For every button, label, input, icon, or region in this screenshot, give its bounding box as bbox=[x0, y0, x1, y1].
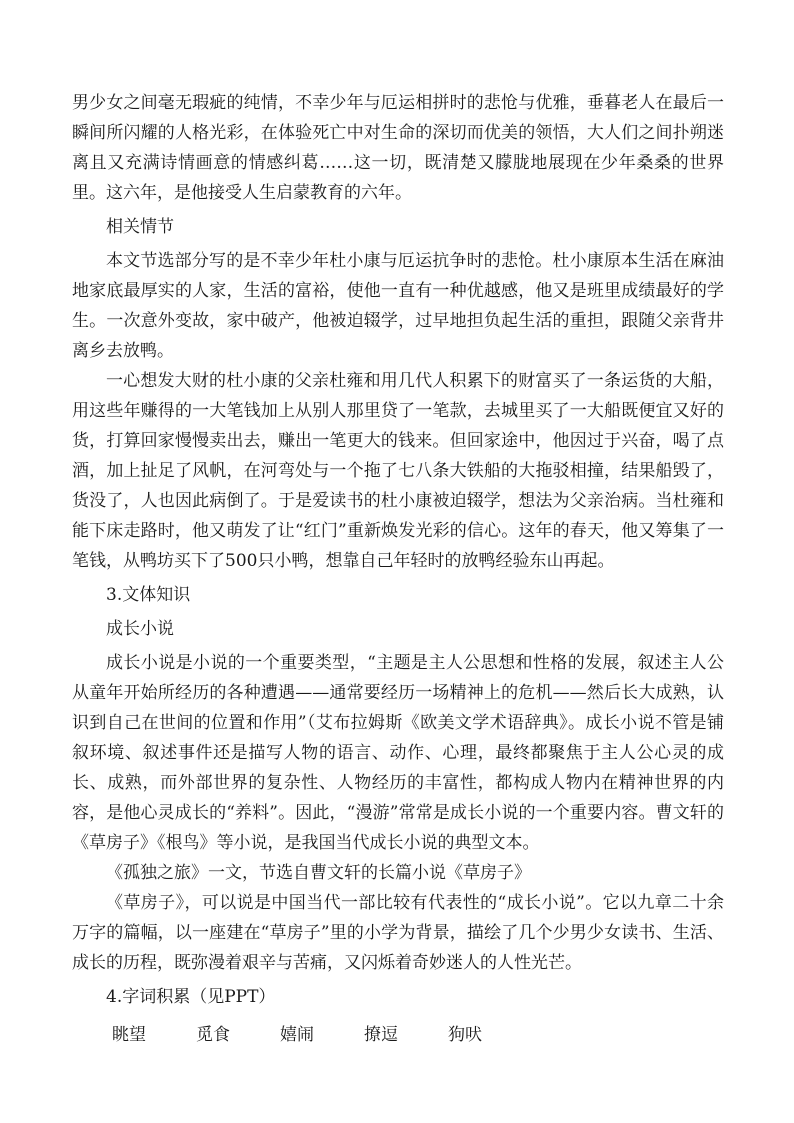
document-body bbox=[72, 88, 724, 1050]
vocabulary-word: 撩逗 bbox=[364, 1025, 398, 1045]
vocabulary-word: 觅食 bbox=[196, 1025, 230, 1045]
paragraph-source-note: 《孤独之旅》一文，节选自曹文轩的长篇小说《草房子》 bbox=[106, 863, 531, 883]
heading-growth-novel: 成长小说 bbox=[106, 619, 174, 639]
paragraph-intro-continued: 男少女之间毫无瑕疵的纯情，不幸少年与厄运相拼时的悲怆与优雅，垂暮老人在最后一瞬间所闪耀的人格光彩，在体验死亡中对生命的深切而优美的领悟，大人们之间扑朔迷离且又充满诗情画意的情感纠葛……这一切，既清楚又朦胧地展现在少年桑桑的世界里。这六年，是他接受人生启蒙教育的六年。 bbox=[72, 93, 724, 203]
vocabulary-list bbox=[72, 1020, 724, 1050]
vocabulary-word: 嬉闹 bbox=[280, 1025, 314, 1045]
heading-genre-knowledge: 3.文体知识 bbox=[106, 585, 191, 605]
vocabulary-word: 眺望 bbox=[112, 1025, 146, 1045]
heading-related-plot: 相关情节 bbox=[106, 217, 174, 237]
paragraph-caofangzi: 《草房子》，可以说是中国当代一部比较有代表性的“成长小说”。它以九章二十余万字的篇幅，以一座建在“草房子”里的小学为背景，描绘了几个少男少女读书、生活、成长的历程，既弥漫着艰辛与苦痛，又闪烁着奇妙迷人的人性光芒。 bbox=[72, 893, 724, 973]
paragraph-father-story: 一心想发大财的杜小康的父亲杜雍和用几代人积累下的财富买了一条运货的大船，用这些年赚得的一大笔钱加上从别人那里贷了一笔款，去城里买了一大船既便宜又好的货，打算回家慢慢卖出去，赚出一笔更大的钱来。但回家途中，他因过于兴奋，喝了点酒，加上扯足了风帆，在河弯处与一个拖了七八条大铁船的大拖驳相撞，结果船毁了，货没了，人也因此病倒了。于是爱读书的杜小康被迫辍学，想法为父亲治病。当杜雍和能下床走路时，他又萌发了让“红门”重新焕发光彩的信心。这年的春天，他又筹集了一笔钱，从鸭坊买下了500只小鸭，想靠自己年轻时的放鸭经验东山再起。 bbox=[72, 371, 724, 571]
paragraph-growth-novel-definition: 成长小说是小说的一个重要类型，“主题是主人公思想和性格的发展，叙述主人公从童年开始所经历的各种遭遇——通常要经历一场精神上的危机——然后长大成熟，认识到自己在世间的位置和作用”（艾布拉姆斯《欧美文学术语辞典》。成长小说不管是铺叙环境、叙述事件还是描写人物的语言、动作、心理，最终都聚焦于主人公心灵的成长、成熟，而外部世界的复杂性、人物经历的丰富性，都构成人物内在精神世界的内容，是他心灵成长的“养料”。因此，“漫游”常常是成长小说的一个重要内容。曹文轩的《草房子》《根鸟》等小说，是我国当代成长小说的典型文本。 bbox=[72, 653, 724, 853]
heading-vocabulary: 4.字词积累（见PPT） bbox=[106, 987, 276, 1007]
vocabulary-word: 狗吠 bbox=[448, 1025, 482, 1045]
paragraph-excerpt-summary: 本文节选部分写的是不幸少年杜小康与厄运抗争时的悲怆。杜小康原本生活在麻油地家底最厚实的人家，生活的富裕，使他一直有一种优越感，他又是班里成绩最好的学生。一次意外变故，家中破产，他被迫辍学，过早地担负起生活的重担，跟随父亲背井离乡去放鸭。 bbox=[72, 251, 724, 361]
